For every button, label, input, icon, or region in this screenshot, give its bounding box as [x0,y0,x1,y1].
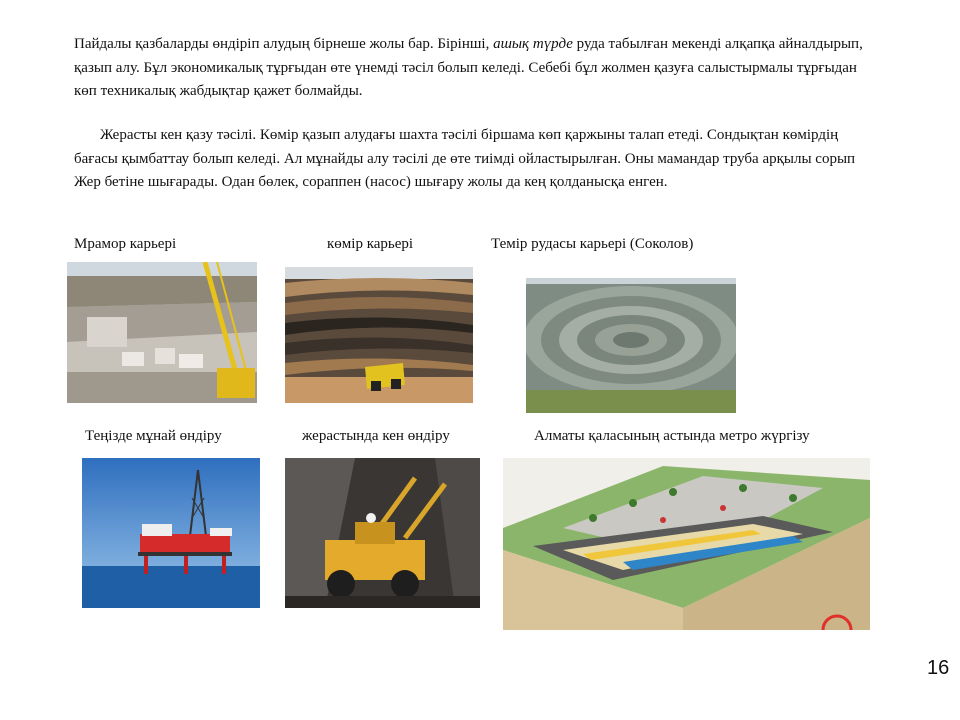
iron-quarry-photo [526,278,736,413]
paragraph-underground [74,124,874,195]
page-number: 16 [927,657,950,679]
paragraph-text: руда табылған мекенді алқапқа айналдырып, қазып алу. Бұл экономикалық тұрғыдан өте үнемді тәсіл болып келеді. Себебі бұл жолмен қазуға салыстырмалы тұрғыдан көп техникалық жабдықтар қажет болмайды. [74,36,863,99]
caption-coal-quarry: көмір карьері [327,236,414,252]
paragraph-text: Жерасты кен қазу тәсілі. Көмір қазып алудағы шахта тәсілі біршама көп қаржыны талап етеді. Сондықтан көмірдің бағасы қымбаттау болып келеді. Ал мұнайды алу тәсілі де өте тиімді ойластырылған. Оны мамандар труба арқылы сорып Жер бетіне шығарады. Одан бөлек, сораппен (насос) шығару жолы да кең қолданысқа енген. [74,127,856,190]
caption-offshore-oil: Теңізде мұнай өндіру [85,428,222,444]
paragraph-open-pit [74,33,874,104]
marble-quarry-photo [67,262,257,403]
caption-marble-quarry: Мрамор карьері [74,236,177,252]
underground-mining-photo [285,458,480,608]
caption-underground-mining: жерастында кен өндіру [302,428,450,444]
caption-metro: Алматы қаласының астында метро жүргізу [534,428,810,444]
coal-quarry-photo [285,267,473,403]
paragraph-text: Пайдалы қазбаларды өндіріп алудың бірнеше жолы бар. Бірінші, [74,36,494,52]
metro-cross-section-image [503,458,870,630]
caption-iron-quarry: Темір рудасы карьері (Соколов) [491,236,694,252]
emphasized-term: ашық түрде [493,36,573,52]
offshore-oil-platform-photo [82,458,260,608]
